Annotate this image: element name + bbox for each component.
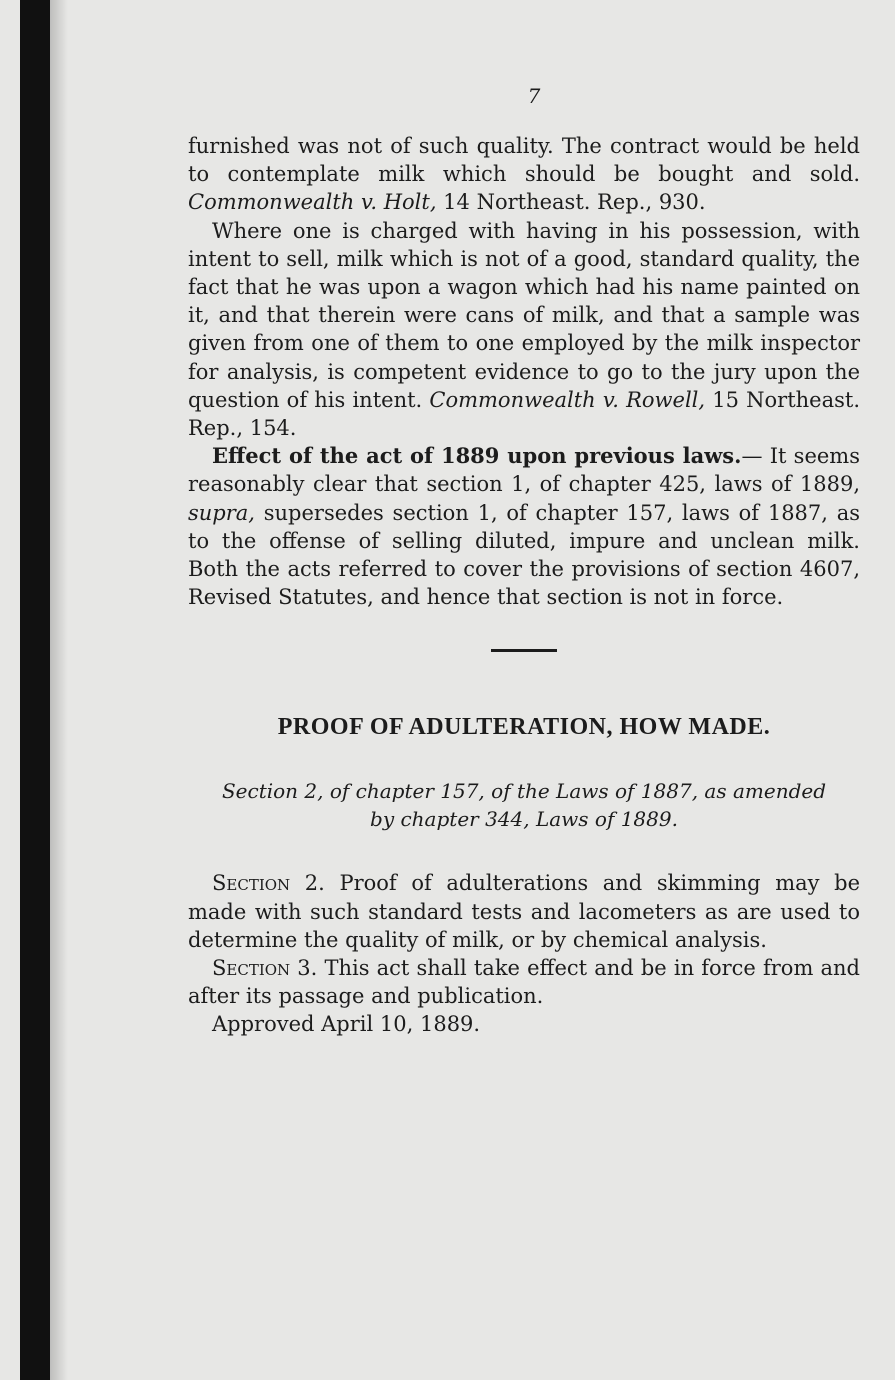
paragraph-holt [188,132,860,217]
section-subtitle [188,777,860,833]
paragraph-rowell [188,217,860,443]
subtitle-line: by chapter 344, Laws of 1889. [370,807,678,832]
paragraph-text: — It seems reasonably clear that section 1, of chapter 425, laws of 1889, [188,444,860,497]
section-2-paragraph [188,869,860,954]
page-number: 7 [527,84,541,108]
section-text: This act shall take effect and be in force from and after its passage and publication. [188,956,860,1009]
paragraph-text: Where one is charged with having in his possession, with intent to sell, milk which is not of a good, standard quality, the fact that he was upon a wagon which had his name painted on it, and that therein were cans of milk, and that a sample was given from one of them to one employed by the milk inspector for analysis, is competent evidence to go to the jury upon the question of his intent. [188,218,860,412]
section-divider [491,649,557,652]
paragraph-lead-heading: Effect of the act of 1889 upon previous laws. [212,443,742,469]
paragraph-text: furnished was not of such quality. The contract would be held to contemplate milk which should be bought and sold. [188,134,860,187]
supra-term: supra, [188,500,255,525]
section-label: Section 3. [212,956,318,981]
subtitle-line: Section 2, of chapter 157, of the Laws of 1887, as amended [221,779,827,804]
case-citation: 14 Northeast. Rep., 930. [436,190,706,215]
case-name: Commonwealth v. Rowell, [429,387,706,412]
section-3-paragraph [188,954,860,1010]
case-name: Commonwealth v. Holt, [188,190,437,215]
approved-date: Approved April 10, 1889. [212,1012,481,1037]
paragraph-text: supersedes section 1, of chapter 157, laws of 1887, as to the offense of selling diluted, impure and unclean milk. Both the acts referred to cover the provisions of section 4607, Revised Statutes, and hence that section is not in force. [188,500,860,610]
page-content [188,84,860,1039]
paragraph-effect-of-act [188,442,860,611]
book-spine-shadow [20,0,50,1380]
section-text: Proof of adulterations and skimming may be made with such standard tests and lacometers as are used to determine the quality of milk, or by chemical analysis. [188,871,860,952]
case-citation: 15 Northeast. Rep., 154. [188,387,860,441]
section-label: Section 2. [212,871,325,896]
section-heading: PROOF OF ADULTERATION, HOW MADE. [277,714,771,741]
